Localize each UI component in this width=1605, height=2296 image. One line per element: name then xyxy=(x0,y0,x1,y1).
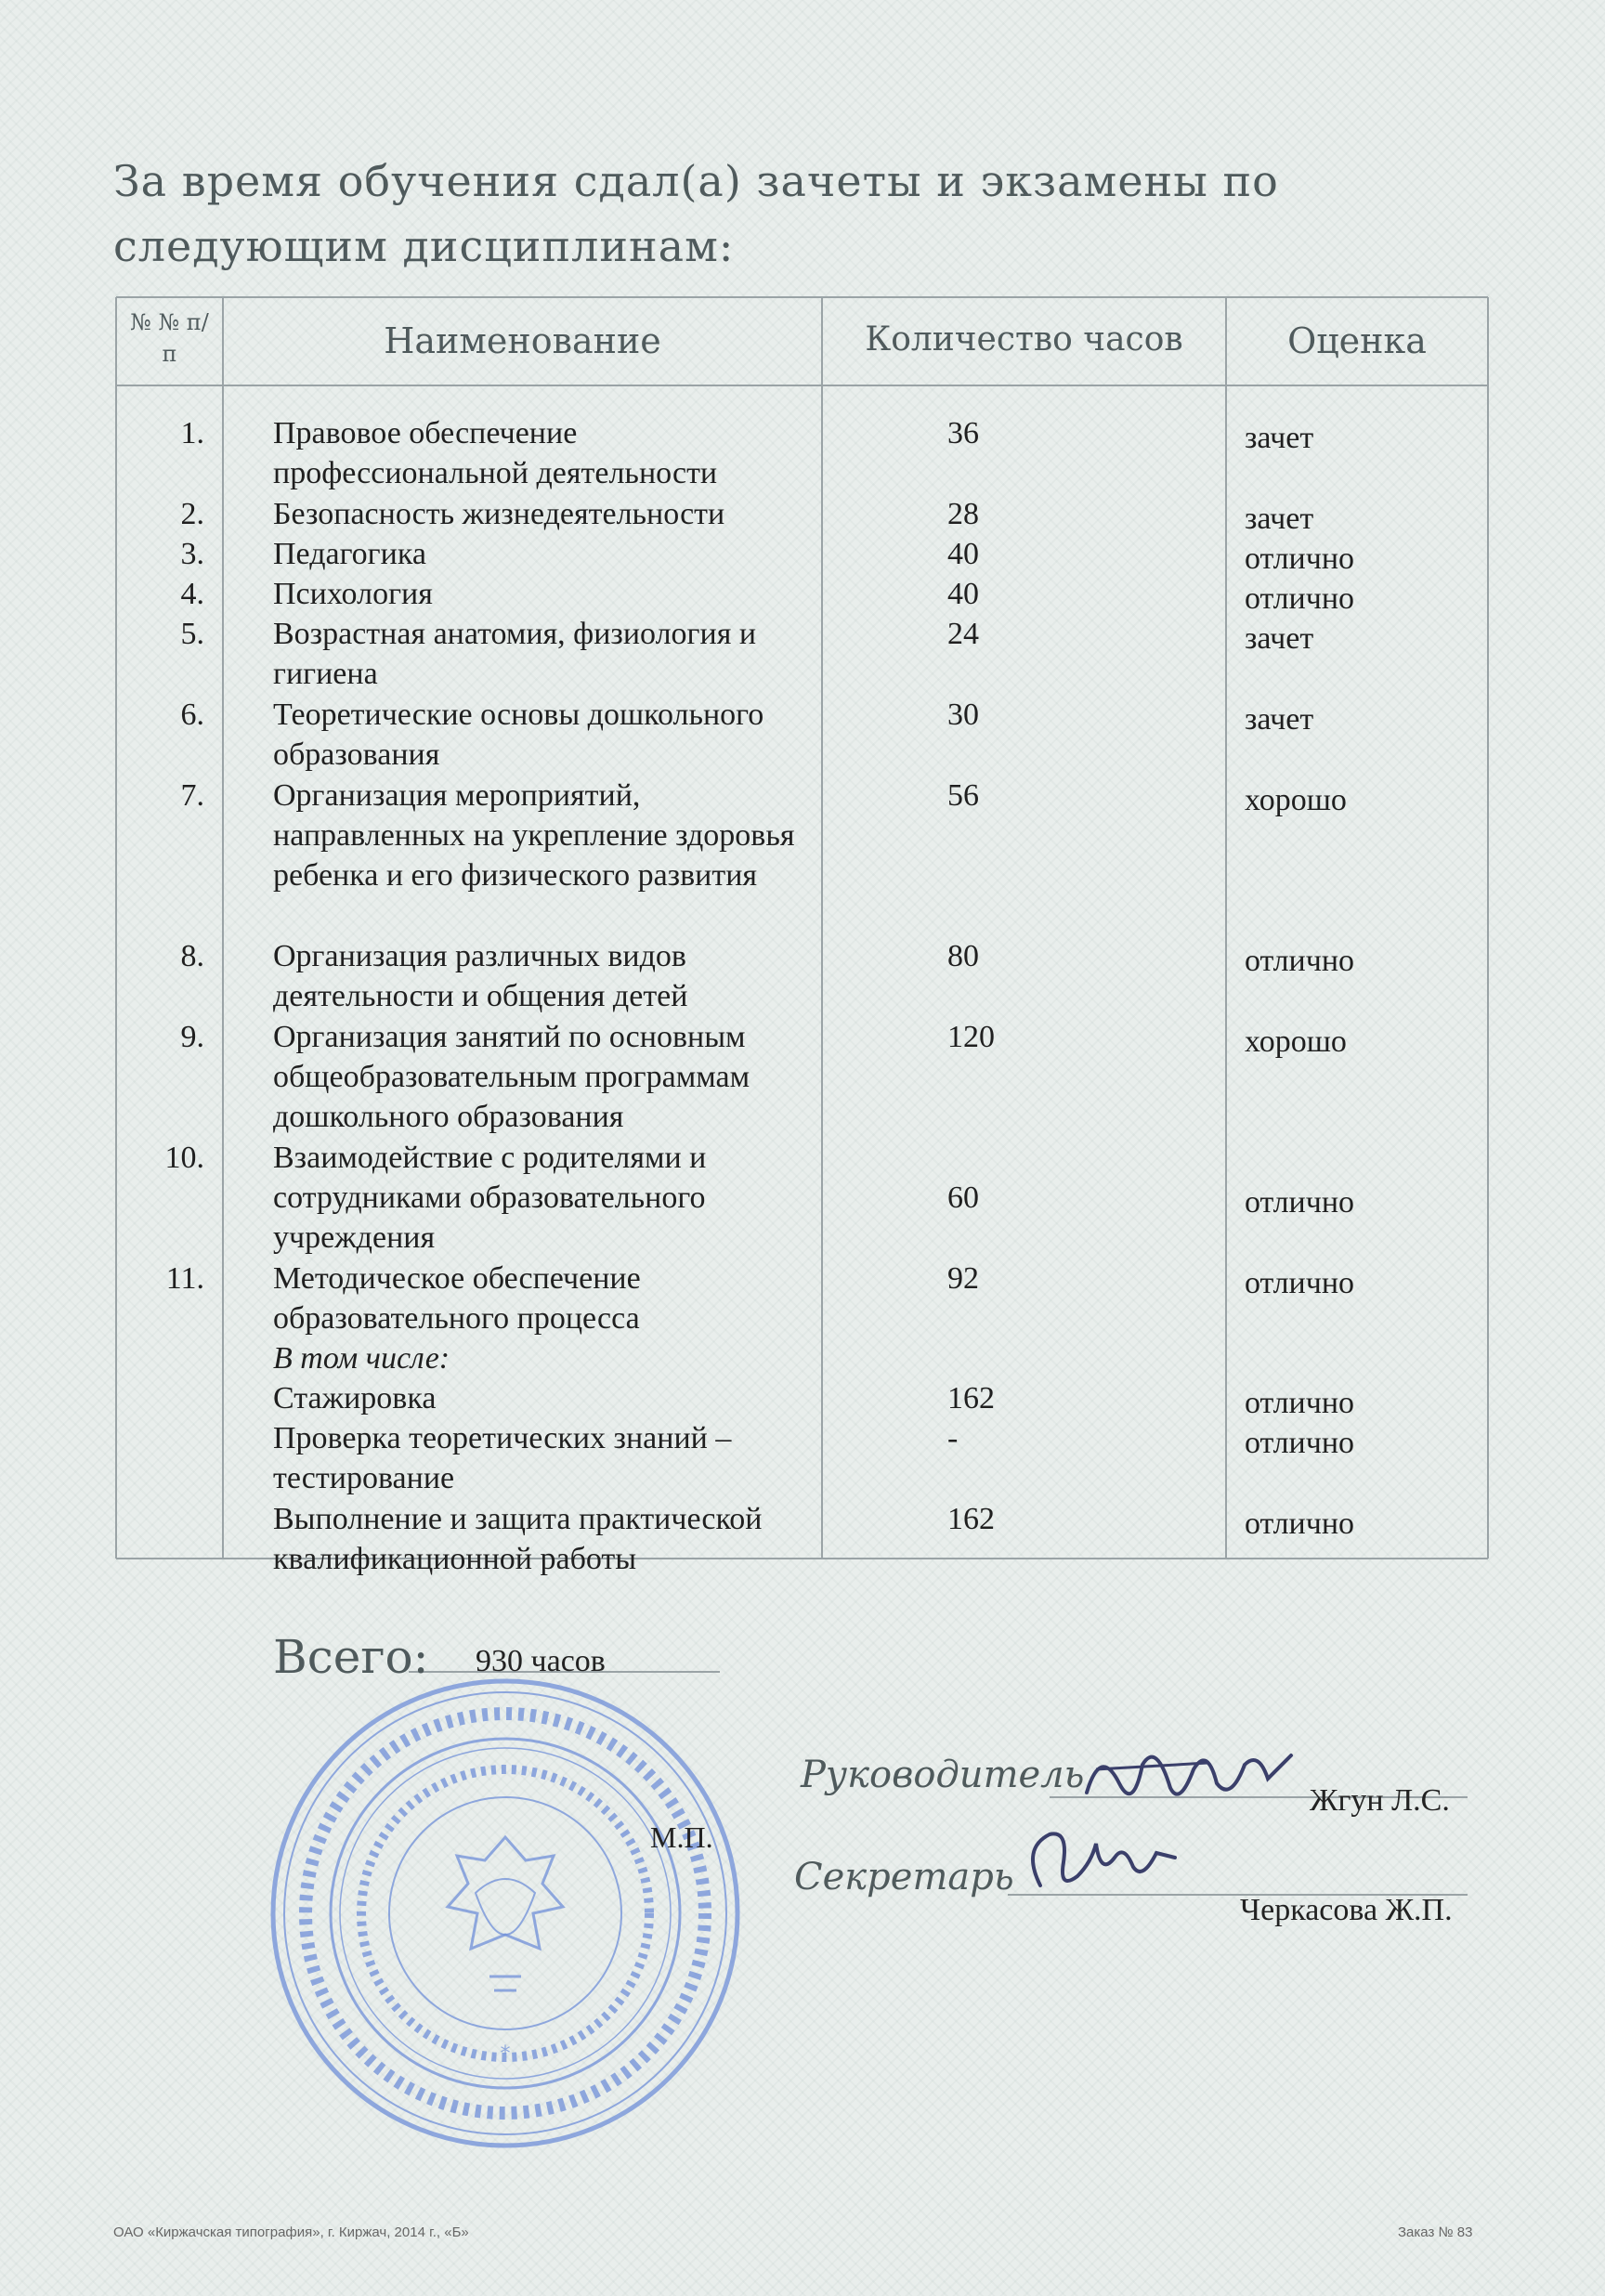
sub-row-3-name: Выполнение и защита практической квалификационной работы xyxy=(273,1502,763,1576)
including-label: В том числе: xyxy=(273,1341,450,1376)
row-10-num: 10. xyxy=(164,1141,204,1175)
sub-row-1-hours: 162 xyxy=(947,1381,995,1415)
printer-imprint: ОАО «Киржачская типография», г. Киржач, 2014 г., «Б» xyxy=(113,2224,469,2240)
row-1-num: 1. xyxy=(180,416,204,450)
row-6-num: 6. xyxy=(180,698,204,732)
row-5-grade: зачет xyxy=(1245,621,1314,656)
head-name: Жгун Л.С. xyxy=(1310,1783,1450,1818)
row-6-hours: 30 xyxy=(947,698,979,732)
sub-row-3-hours: 162 xyxy=(947,1502,995,1536)
row-2-hours: 28 xyxy=(947,497,979,531)
row-11-hours: 92 xyxy=(947,1261,979,1296)
row-7-num: 7. xyxy=(180,778,204,813)
row-8-hours: 80 xyxy=(947,939,979,973)
row-6-grade: зачет xyxy=(1245,702,1314,737)
row-3-hours: 40 xyxy=(947,537,979,571)
row-4-num: 4. xyxy=(180,577,204,611)
row-10-hours: 60 xyxy=(947,1181,979,1215)
row-2-num: 2. xyxy=(180,497,204,531)
header-name: Наименование xyxy=(384,320,661,361)
row-5-name: Возрастная анатомия, физиология и гигиена xyxy=(273,617,757,691)
page-heading: За время обучения сдал(а) зачеты и экзамены по следующим дисциплинам: xyxy=(113,156,1279,271)
row-2-grade: зачет xyxy=(1245,502,1314,536)
seal-place-label: М.П. xyxy=(650,1820,713,1854)
sub-row-2-name: Проверка теоретических знаний – тестирование xyxy=(273,1421,732,1495)
row-10-name: Взаимодействие с родителями и сотрудниками образовательного учреждения xyxy=(273,1141,707,1255)
row-1-grade: зачет xyxy=(1245,421,1314,455)
row-11-num: 11. xyxy=(165,1261,204,1296)
row-5-hours: 24 xyxy=(947,617,979,651)
row-4-hours: 40 xyxy=(947,577,979,611)
header-hours: Количество часов xyxy=(865,320,1183,359)
official-seal-stamp xyxy=(262,1670,749,2157)
head-role-label: Руководитель xyxy=(801,1754,1085,1796)
row-8-num: 8. xyxy=(180,939,204,973)
sub-row-3-grade: отлично xyxy=(1245,1507,1355,1541)
row-7-hours: 56 xyxy=(947,778,979,813)
total-value: 930 часов xyxy=(476,1644,606,1678)
row-9-grade: хорошо xyxy=(1245,1024,1347,1059)
sub-row-2-hours: - xyxy=(947,1421,959,1455)
svg-text:*: * xyxy=(500,2042,511,2066)
row-7-name: Организация мероприятий, направленных на укрепление здоровья ребенка и его физического развития xyxy=(273,778,795,893)
row-11-name: Методическое обеспечение образовательного процесса xyxy=(273,1261,641,1336)
row-3-name: Педагогика xyxy=(273,537,426,571)
row-11-grade: отлично xyxy=(1245,1266,1355,1300)
secretary-role-label: Секретарь xyxy=(794,1856,1014,1898)
total-label: Всего: xyxy=(273,1630,429,1684)
secretary-name: Черкасова Ж.П. xyxy=(1240,1893,1453,1927)
row-9-hours: 120 xyxy=(947,1020,995,1054)
row-6-name: Теоретические основы дошкольного образования xyxy=(273,698,764,772)
row-1-hours: 36 xyxy=(947,416,979,450)
row-8-name: Организация различных видов деятельности и общения детей xyxy=(273,939,688,1013)
header-grade: Оценка xyxy=(1287,320,1427,361)
row-9-name: Организация занятий по основным общеобразовательным программам дошкольного образования xyxy=(273,1020,750,1134)
row-3-grade: отлично xyxy=(1245,541,1355,576)
row-5-num: 5. xyxy=(180,617,204,651)
order-number: Заказ № 83 xyxy=(1398,2224,1473,2240)
row-4-name: Психология xyxy=(273,577,433,611)
row-3-num: 3. xyxy=(180,537,204,571)
sub-row-2-grade: отлично xyxy=(1245,1426,1355,1460)
row-1-name: Правовое обеспечение профессиональной деятельности xyxy=(273,416,718,490)
row-4-grade: отлично xyxy=(1245,581,1355,616)
row-2-name: Безопасность жизнедеятельности xyxy=(273,497,725,531)
secretary-handwritten-signature xyxy=(1003,1811,1189,1913)
header-num: № № п/п xyxy=(130,309,209,367)
row-10-grade: отлично xyxy=(1245,1185,1355,1220)
row-9-num: 9. xyxy=(180,1020,204,1054)
row-7-grade: хорошо xyxy=(1245,783,1347,817)
row-8-grade: отлично xyxy=(1245,944,1355,978)
sub-row-1-grade: отлично xyxy=(1245,1386,1355,1420)
sub-row-1-name: Стажировка xyxy=(273,1381,437,1415)
